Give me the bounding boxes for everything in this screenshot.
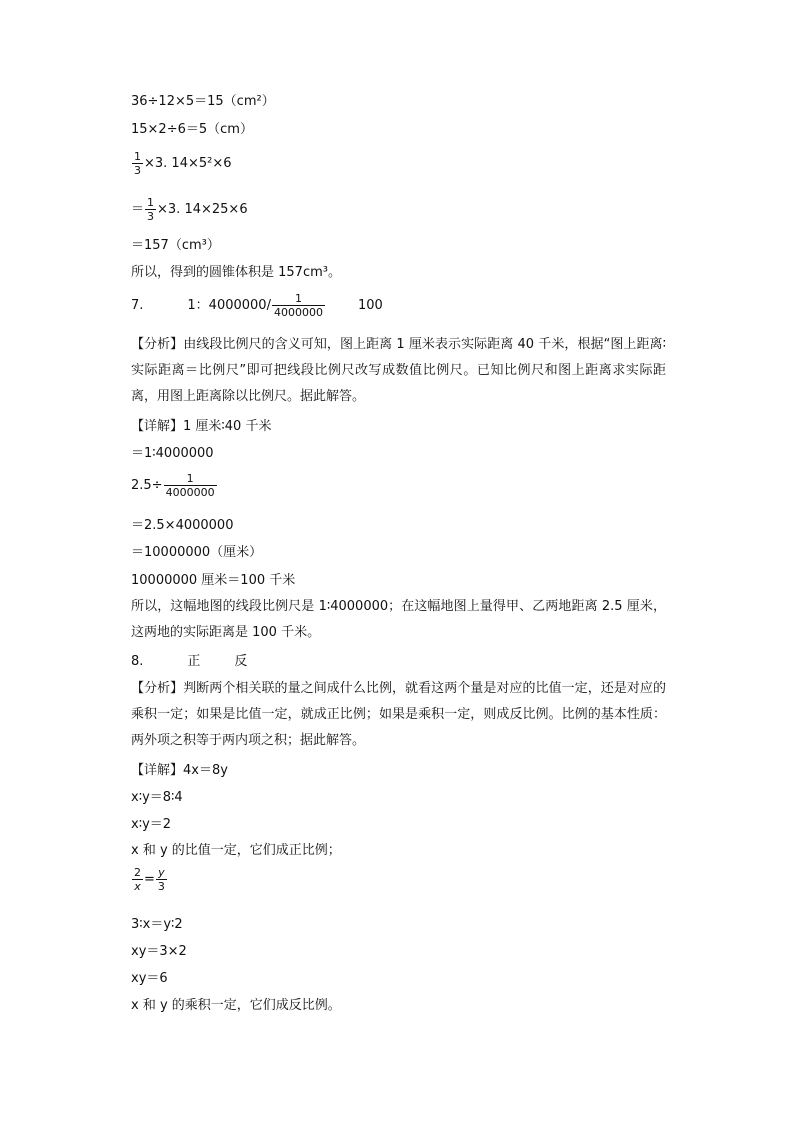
equation-line: $\frac{2}{x}$ = $\frac{y}{3}$ [134, 866, 165, 893]
question-number: 8. [131, 654, 144, 669]
equation-line: x 和 y 的比值一定，它们成正比例； [131, 843, 341, 858]
analysis-paragraph: 【分析】判断两个相关联的量之间成什么比例，就看这两个量是对应的比值一定，还是对应的乘积一定；如果是比值一定，就成正比例；如果是乘积一定，则成反比例。比例的基本性质：两外项之积等于两内项之积；据此解答。 [131, 681, 666, 748]
detail-line: 【详解】4x＝8y [131, 763, 228, 778]
analysis-paragraph: 【分析】由线段比例尺的含义可知，图上距离 1 厘米表示实际距离 40 千米，根据“图上距离∶实际距离＝比例尺”即可把线段比例尺改写成数值比例尺。已知比例尺和图上距离求实际距离，用图上距离除以比例尺。据此解答。 [131, 337, 666, 404]
equation-line: 15×2÷6＝5（cm） [131, 122, 253, 137]
conclusion-paragraph: 所以，这幅地图的线段比例尺是 1∶4000000；在这幅地图上量得甲、乙两地距离 2.5 厘米，这两地的实际距离是 100 千米。 [131, 599, 666, 640]
fraction: $\frac{1}{4000000}$ [273, 292, 323, 319]
equation-line: x∶y＝8∶4 [131, 790, 183, 805]
equation-line: x∶y＝2 [131, 817, 172, 832]
fraction: $\frac{2}{x}$ [134, 866, 141, 893]
fraction: $\frac{1}{4000000}$ [165, 472, 215, 499]
equation-line: ＝10000000（厘米） [131, 545, 263, 560]
equation-line: 2.5÷ $\frac{1}{4000000}$ [131, 472, 215, 499]
equation-line: xy＝6 [131, 971, 168, 986]
fraction: $\frac{1}{3}$ [147, 196, 155, 223]
equation-line: 10000000 厘米＝100 千米 [131, 573, 296, 588]
equation-line: 36÷12×5＝15（cm²） [131, 94, 275, 109]
fraction: $\frac{1}{3}$ [134, 150, 141, 177]
equation-line: ＝ $\frac{1}{3}$ ×3. 14×25×6 [131, 196, 248, 223]
equation-line: 3∶x＝y∶2 [131, 917, 183, 932]
fraction: $\frac{y}{3}$ [157, 866, 165, 893]
question-8-answer: 8. 正 反 [131, 654, 248, 669]
equation-line: $\frac{1}{3}$ ×3. 14×5²×6 [134, 150, 232, 177]
equation-line: ＝157（cm³） [131, 238, 220, 253]
equation-line: xy＝3×2 [131, 944, 187, 959]
question-7-answer: 7. 1：4000000/ $\frac{1}{4000000}$ 100 [131, 292, 383, 319]
conclusion-line: 所以，得到的圆锥体积是 157cm³。 [131, 265, 341, 280]
equation-line: ＝1∶4000000 [131, 446, 214, 461]
conclusion-line: x 和 y 的乘积一定，它们成反比例。 [131, 998, 341, 1013]
detail-line: 【详解】1 厘米∶40 千米 [131, 419, 272, 434]
question-number: 7. [131, 298, 144, 313]
equation-line: ＝2.5×4000000 [131, 518, 234, 533]
